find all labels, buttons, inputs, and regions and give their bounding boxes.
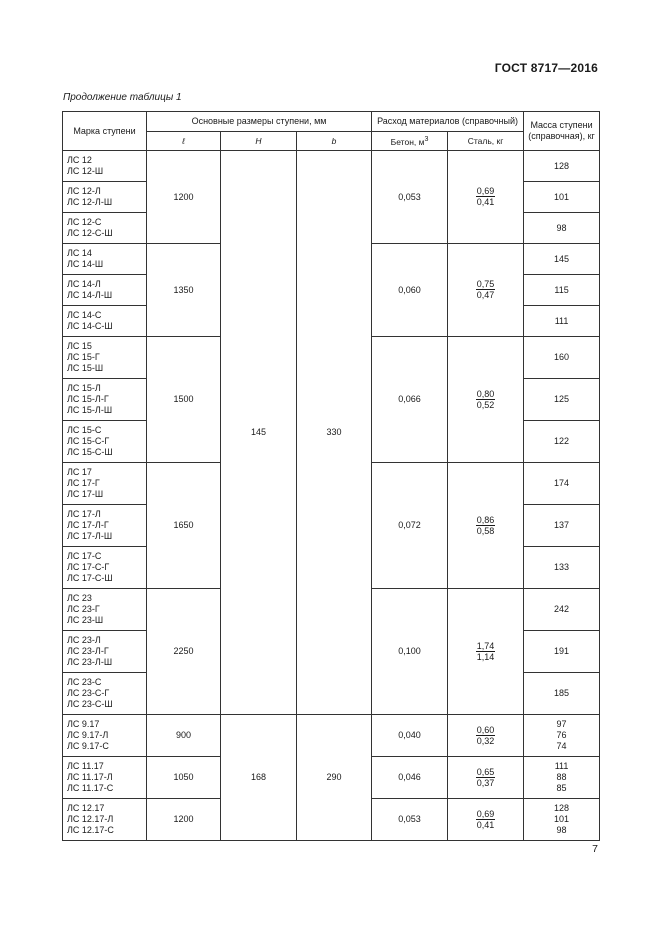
steel-denominator: 0,47: [476, 290, 495, 301]
steel-fraction: [476, 641, 496, 662]
mark-line: ЛС 17-С: [67, 551, 102, 562]
header-b: b: [297, 132, 372, 151]
concrete-cell: 0,046: [372, 757, 448, 799]
mark-line: ЛС 17-С-Г: [67, 562, 110, 573]
length-cell: 1200: [147, 151, 221, 244]
mark-line: ЛС 11.17-С: [67, 782, 114, 793]
length-cell: 1350: [147, 244, 221, 337]
table-body: [63, 151, 600, 841]
steel-cell: [448, 337, 524, 463]
mark-cell: [63, 589, 147, 631]
mark-line: ЛС 14: [67, 248, 92, 259]
steel-denominator: 0,58: [476, 525, 495, 536]
mark-line: ЛС 11.17-Л: [67, 772, 113, 783]
mark-cell: [63, 379, 147, 421]
mark-line: ЛС 15-Л-Г: [67, 394, 109, 405]
mark-line: ЛС 23: [67, 593, 92, 604]
mass-line: 74: [556, 740, 567, 751]
mass-line: 98: [556, 824, 567, 835]
mark-line: ЛС 12.17-Л: [67, 814, 114, 825]
steel-numerator: 0,65: [476, 766, 495, 777]
mark-line: ЛС 15-Ш: [67, 362, 104, 373]
steel-numerator: 0,60: [476, 724, 495, 735]
mass-cell: [524, 799, 600, 841]
mark-line: ЛС 14-Л: [67, 279, 101, 290]
mark-cell: [63, 151, 147, 182]
steel-fraction: [476, 279, 496, 300]
mark-cell: [63, 182, 147, 213]
mark-line: ЛС 12-Ш: [67, 166, 104, 176]
mass-line: 85: [556, 782, 567, 793]
table-caption: Продолжение таблицы 1: [63, 92, 182, 103]
mark-line: ЛС 12.17: [67, 803, 105, 814]
mass-cell: 122: [524, 421, 600, 463]
mark-line: ЛС 9.17-Л: [67, 730, 109, 741]
mass-cell: 191: [524, 631, 600, 673]
mark-line: ЛС 17-Л-Ш: [67, 530, 113, 541]
steel-denominator: 1,14: [476, 651, 495, 662]
header-concrete: [372, 132, 448, 151]
mass-line: 88: [556, 772, 567, 783]
steel-cell: [448, 244, 524, 337]
concrete-cell: 0,040: [372, 715, 448, 757]
mark-line: ЛС 12-С: [67, 217, 102, 228]
mark-cell: [63, 757, 147, 799]
header-concrete-label: Бетон, м: [390, 137, 425, 148]
mass-cell: 115: [524, 275, 600, 306]
mark-line: ЛС 12-Л-Ш: [67, 197, 113, 207]
mark-line: ЛС 15-Л: [67, 383, 101, 394]
concrete-cell: 0,066: [372, 337, 448, 463]
page-number: 7: [592, 843, 598, 855]
mark-line: ЛС 9.17: [67, 719, 100, 730]
mark-line: ЛС 23-Л-Ш: [67, 656, 113, 667]
concrete-cell: 0,060: [372, 244, 448, 337]
steel-denominator: 0,37: [476, 777, 495, 788]
mark-line: ЛС 14-С: [67, 310, 102, 321]
length-cell: 2250: [147, 589, 221, 715]
steel-cell: [448, 715, 524, 757]
steel-fraction: [476, 515, 496, 536]
mark-line: ЛС 23-Ш: [67, 614, 104, 625]
mark-line: ЛС 15-Г: [67, 352, 100, 363]
mark-line: ЛС 23-С: [67, 677, 102, 688]
mark-line: ЛС 12.17-С: [67, 824, 114, 835]
document-code: ГОСТ 8717—2016: [494, 61, 598, 75]
mark-line: ЛС 17-Г: [67, 478, 100, 489]
mark-line: ЛС 15-С-Ш: [67, 446, 113, 457]
mark-cell: [63, 306, 147, 337]
concrete-cell: 0,053: [372, 151, 448, 244]
steel-fraction: [476, 767, 496, 788]
steel-fraction: [476, 725, 496, 746]
steel-cell: [448, 463, 524, 589]
steel-cell: [448, 151, 524, 244]
steel-fraction: [476, 389, 496, 410]
mark-cell: [63, 631, 147, 673]
steel-denominator: 0,52: [476, 399, 495, 410]
table-row: [63, 715, 600, 757]
mark-cell: [63, 673, 147, 715]
mark-cell: [63, 337, 147, 379]
mass-cell: 160: [524, 337, 600, 379]
steel-denominator: 0,41: [476, 819, 495, 830]
mark-line: ЛС 17-Л-Г: [67, 520, 109, 531]
steel-cell: [448, 799, 524, 841]
mark-cell: [63, 547, 147, 589]
mark-line: ЛС 17-Ш: [67, 488, 104, 499]
mass-line: 97: [556, 719, 567, 730]
height-cell: 145: [221, 151, 297, 715]
steps-table: [62, 111, 600, 841]
concrete-cell: 0,100: [372, 589, 448, 715]
mark-cell: [63, 799, 147, 841]
mark-line: ЛС 17-С-Ш: [67, 572, 113, 583]
mark-line: ЛС 23-С-Г: [67, 688, 110, 699]
mark-line: ЛС 23-Л-Г: [67, 646, 109, 657]
mark-cell: [63, 463, 147, 505]
length-cell: 900: [147, 715, 221, 757]
steel-cell: [448, 757, 524, 799]
mass-cell: 125: [524, 379, 600, 421]
mark-line: ЛС 15: [67, 341, 92, 352]
mark-line: ЛС 23-Л: [67, 635, 101, 646]
mass-cell: [524, 757, 600, 799]
header-mass: Масса ступени (справочная), кг: [524, 112, 600, 151]
width-cell: 290: [297, 715, 372, 841]
length-cell: 1200: [147, 799, 221, 841]
steel-fraction: [476, 186, 496, 207]
height-cell: 168: [221, 715, 297, 841]
mark-line: ЛС 23-Г: [67, 604, 100, 615]
mark-line: ЛС 15-С-Г: [67, 436, 110, 447]
mass-line: 128: [554, 803, 570, 814]
mass-cell: [524, 715, 600, 757]
mark-cell: [63, 505, 147, 547]
mass-cell: 111: [524, 306, 600, 337]
header-consumption: Расход материалов (справочный): [372, 112, 524, 132]
mark-line: ЛС 11.17: [67, 761, 104, 772]
concrete-cell: 0,072: [372, 463, 448, 589]
mark-line: ЛС 12-Л: [67, 186, 101, 197]
mass-cell: 242: [524, 589, 600, 631]
mark-line: ЛС 12-С-Ш: [67, 228, 113, 238]
mass-line: 111: [554, 761, 569, 772]
mark-line: ЛС 23-С-Ш: [67, 698, 113, 709]
header-h: Н: [221, 132, 297, 151]
mass-cell: 101: [524, 182, 600, 213]
mark-cell: [63, 213, 147, 244]
header-mark: Марка ступени: [63, 112, 147, 151]
steel-numerator: 0,75: [476, 279, 495, 290]
mark-line: ЛС 15-С: [67, 425, 102, 436]
concrete-cell: 0,053: [372, 799, 448, 841]
steel-fraction: [476, 809, 496, 830]
mark-cell: [63, 244, 147, 275]
header-steel: Сталь, кг: [448, 132, 524, 151]
mark-line: ЛС 15-Л-Ш: [67, 404, 113, 415]
table-row: [63, 151, 600, 182]
width-cell: 330: [297, 151, 372, 715]
mark-line: ЛС 14-Ш: [67, 259, 104, 269]
length-cell: 1050: [147, 757, 221, 799]
mark-line: ЛС 17-Л: [67, 509, 101, 520]
steel-cell: [448, 589, 524, 715]
mass-cell: 145: [524, 244, 600, 275]
mark-line: ЛС 17: [67, 467, 92, 478]
steel-numerator: 0,80: [476, 388, 495, 399]
steel-denominator: 0,41: [476, 197, 495, 208]
mark-line: ЛС 14-Л-Ш: [67, 290, 113, 300]
steel-numerator: 1,74: [476, 640, 495, 651]
length-cell: 1650: [147, 463, 221, 589]
mark-line: ЛС 9.17-С: [67, 740, 109, 751]
mass-line: 76: [556, 730, 567, 741]
mark-cell: [63, 421, 147, 463]
mass-cell: 137: [524, 505, 600, 547]
steel-numerator: 0,69: [476, 808, 495, 819]
header-concrete-unit-power: 3: [424, 135, 429, 144]
mass-cell: 133: [524, 547, 600, 589]
mass-cell: 174: [524, 463, 600, 505]
mass-cell: 98: [524, 213, 600, 244]
mark-cell: [63, 275, 147, 306]
steel-numerator: 0,86: [476, 514, 495, 525]
mass-cell: 185: [524, 673, 600, 715]
mark-line: ЛС 12: [67, 155, 92, 166]
length-cell: 1500: [147, 337, 221, 463]
header-dimensions: Основные размеры ступени, мм: [147, 112, 372, 132]
header-l: ℓ: [147, 132, 221, 151]
mass-cell: 128: [524, 151, 600, 182]
mass-line: 101: [554, 814, 570, 825]
mark-line: ЛС 14-С-Ш: [67, 321, 113, 331]
steel-numerator: 0,69: [476, 186, 495, 197]
mark-cell: [63, 715, 147, 757]
steel-denominator: 0,32: [476, 735, 495, 746]
